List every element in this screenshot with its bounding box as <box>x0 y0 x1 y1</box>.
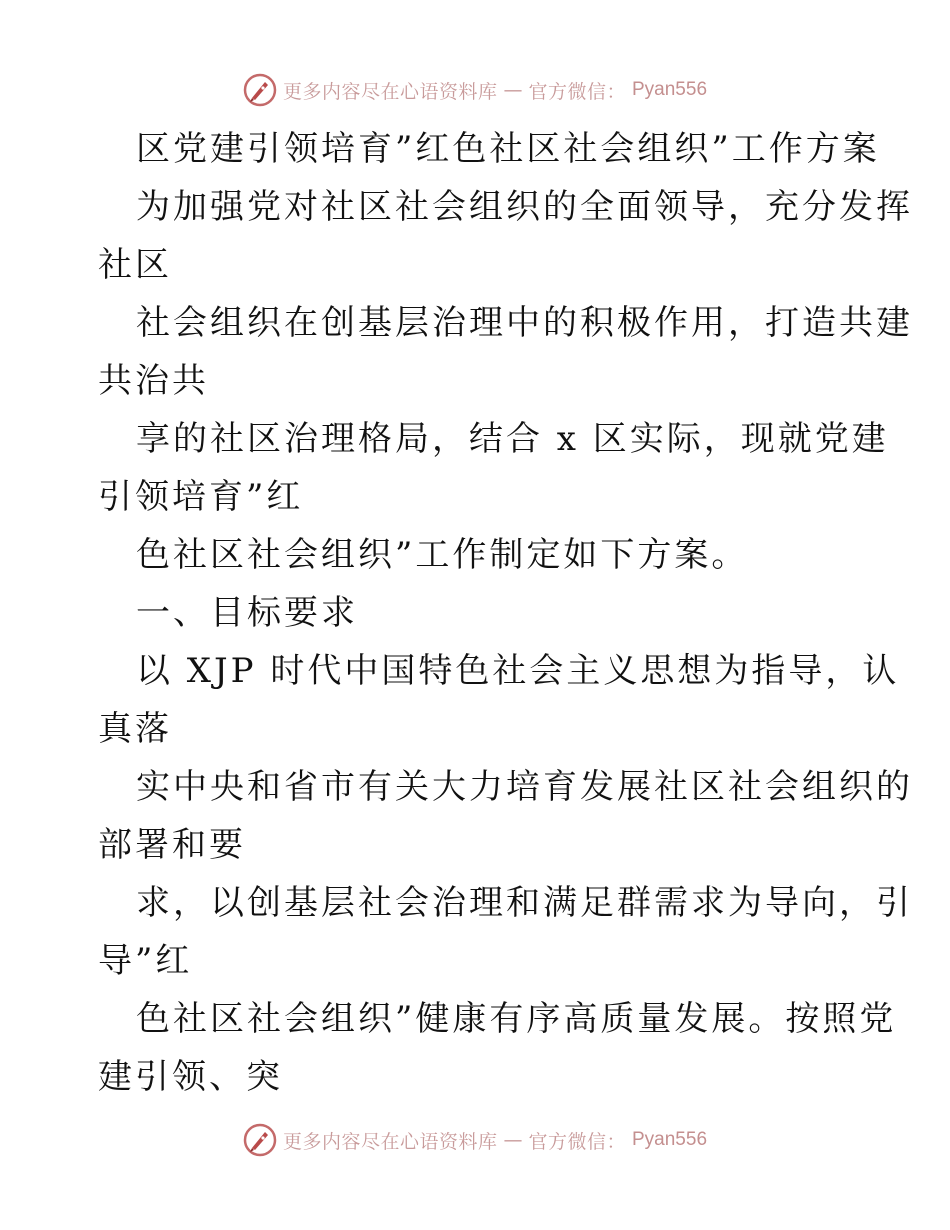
text-line: 实中央和省市有关大力培育发展社区社会组织的 <box>136 767 913 807</box>
text-line: 导”红 <box>98 941 193 981</box>
watermark-separator: — <box>503 1129 523 1151</box>
text-line: 社区 <box>98 245 172 285</box>
quill-logo-icon <box>243 1123 277 1157</box>
footer-watermark <box>0 1120 950 1160</box>
watermark-text: 更多内容尽在心语资料库 <box>282 1130 498 1153</box>
text-line: 色社区社会组织”工作制定如下方案。 <box>136 535 749 575</box>
text-line: 区党建引领培育”红色社区社会组织”工作方案 <box>136 129 880 169</box>
text-line: 共治共 <box>98 361 209 401</box>
watermark-account: Pyan556 <box>632 79 708 100</box>
text-line: 以 XJP 时代中国特色社会主义思想为指导，认 <box>136 651 900 691</box>
text-line: 引领培育”红 <box>98 477 304 517</box>
section-heading: 一、目标要求 <box>136 593 358 633</box>
watermark-text: 更多内容尽在心语资料库 <box>282 80 498 103</box>
text-line: 社会组织在创基层治理中的积极作用，打造共建 <box>136 303 913 343</box>
text-line: 色社区社会组织”健康有序高质量发展。按照党 <box>136 999 897 1039</box>
document-body <box>98 120 913 1106</box>
header-watermark <box>0 70 950 110</box>
quill-logo-icon <box>243 73 277 107</box>
watermark-suffix: 官方微信： <box>528 80 626 103</box>
text-line: 部署和要 <box>98 825 246 865</box>
text-line: 为加强党对社区社会组织的全面领导，充分发挥 <box>136 187 913 227</box>
text-line: 享的社区治理格局，结合 x 区实际，现就党建 <box>136 419 889 459</box>
text-line: 求，以创基层社会治理和满足群需求为导向，引 <box>136 883 913 923</box>
text-line: 真落 <box>98 709 172 749</box>
watermark-account: Pyan556 <box>632 1129 708 1150</box>
text-line: 建引领、突 <box>98 1057 283 1097</box>
watermark-separator: — <box>503 79 523 101</box>
watermark-suffix: 官方微信： <box>528 1130 626 1153</box>
